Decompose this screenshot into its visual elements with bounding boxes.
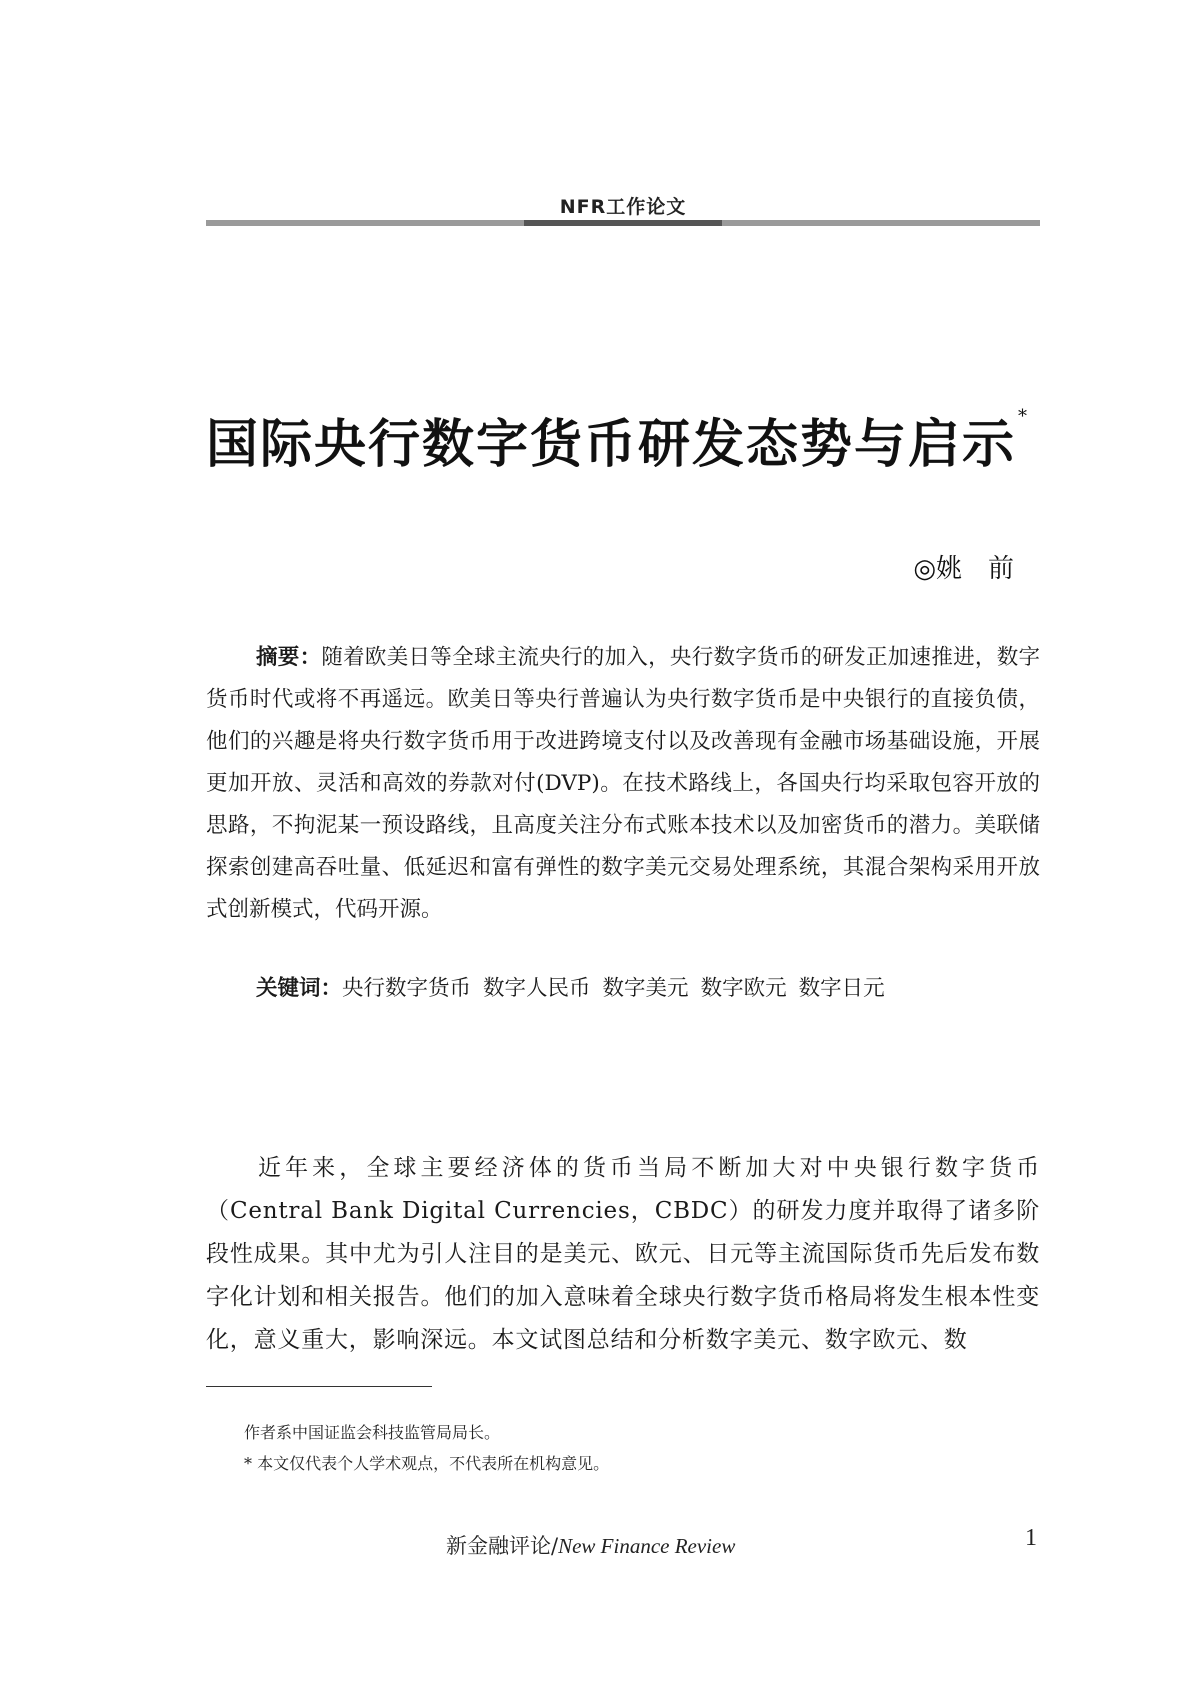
page-number: 1 bbox=[1025, 1525, 1037, 1551]
author: ◎姚 前 bbox=[913, 554, 1014, 584]
keyword: 数字美元 bbox=[602, 976, 689, 1001]
journal-name bbox=[446, 1530, 735, 1560]
title-footnote-mark: * bbox=[1018, 406, 1030, 427]
body-paragraph: 近年来，全球主要经济体的货币当局不断加大对中央银行数字货币（Central Bank Digital Currencies，CBDC）的研发力度并取得了诸多阶段性成果。其中尤为引人注目的是美元、欧元、日元等主流国际货币先后发布数字化计划和相关报告。他们的加入意味着全球央行数字货币格局将发生根本性变化，意义重大，影响深远。本文试图总结和分析数字美元、数字欧元、数 bbox=[206, 1155, 1040, 1353]
abstract-label: 摘要： bbox=[256, 645, 322, 670]
title-text: 国际央行数字货币研发态势与启示 bbox=[206, 414, 1017, 475]
abstract bbox=[206, 637, 1040, 931]
series-label: NFR工作论文 bbox=[559, 196, 687, 218]
footnote-disclaimer: * 本文仅代表个人学术观点，不代表所在机构意见。 bbox=[244, 1454, 610, 1473]
keywords bbox=[256, 968, 1040, 1010]
keywords-label: 关键词： bbox=[256, 976, 343, 1001]
header-rule-accent bbox=[524, 220, 722, 226]
article-title bbox=[206, 402, 1040, 477]
keyword: 数字日元 bbox=[798, 976, 885, 1001]
keyword: 央行数字货币 bbox=[342, 976, 472, 1001]
keyword: 数字欧元 bbox=[700, 976, 787, 1001]
journal-name-cn: 新金融评论/ bbox=[446, 1534, 559, 1558]
footnote-divider bbox=[206, 1386, 432, 1387]
keyword: 数字人民币 bbox=[483, 976, 591, 1001]
journal-name-en: New Finance Review bbox=[558, 1534, 736, 1558]
abstract-text: 随着欧美日等全球主流央行的加入，央行数字货币的研发正加速推进，数字货币时代或将不再遥远。欧美日等央行普遍认为央行数字货币是中央银行的直接负债，他们的兴趣是将央行数字货币用于改进跨境支付以及改善现有金融市场基础设施，开展更加开放、灵活和高效的券款对付(DVP)。在技术路线上，各国央行均采取包容开放的思路，不拘泥某一预设路线，且高度关注分布式账本技术以及加密货币的潜力。美联储探索创建高吞吐量、低延迟和富有弹性的数字美元交易处理系统，其混合架构采用开放式创新模式，代码开源。 bbox=[206, 645, 1040, 922]
footnote-author: 作者系中国证监会科技监管局局长。 bbox=[244, 1423, 501, 1442]
